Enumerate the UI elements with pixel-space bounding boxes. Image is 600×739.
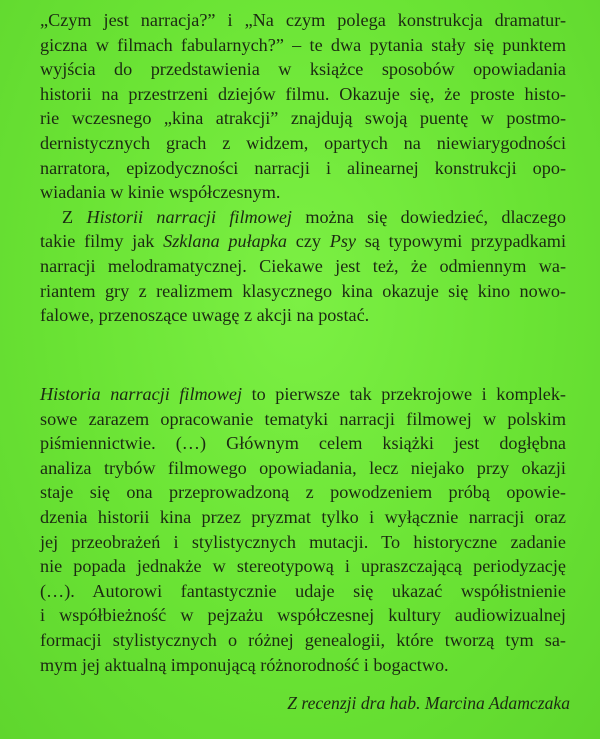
- text-line: analiza trybów filmowego opowiadania, lecz niejako przy okazji: [40, 457, 566, 478]
- text-line: dzenia historii kina przez pryzmat tylko i wyłącznie narracji oraz: [40, 506, 566, 527]
- film-title: Psy: [329, 231, 356, 252]
- paragraph-review: [40, 382, 566, 677]
- text-line: [40, 229, 566, 254]
- text-fragment: można się dowiedzieć, dlaczego: [291, 206, 566, 227]
- text-line: wiadania w kinie współczesnym.: [40, 182, 281, 203]
- text-line: narracji melodramatycznej. Ciekawe jest też, że odmiennym wa-: [40, 255, 566, 276]
- text-line: staje się ona przeprowadzoną z powodzeniem próbą opowie-: [40, 482, 566, 503]
- text-fragment: Z: [62, 206, 87, 227]
- text-line: falowe, przenoszące uwagę z akcji na postać.: [40, 305, 370, 326]
- text-line: i współbieżność w pejzażu współczesnej kultury audiowizualnej: [40, 605, 566, 626]
- paragraph-questions: [40, 8, 566, 205]
- book-title: Historii narracji filmowej: [86, 206, 292, 227]
- intro-section: [40, 8, 566, 328]
- text-fragment: takie filmy jak: [40, 231, 164, 252]
- text-line: wyjścia do przedstawienia w książce sposobów opowiadania: [40, 59, 566, 80]
- text-line: riantem gry z realizmem klasycznego kina okazuje się kino nowo-: [40, 280, 566, 301]
- text-line: [40, 382, 566, 407]
- text-line: piśmiennictwie. (…) Głównym celem książki jest dogłębna: [40, 433, 566, 454]
- book-title: Historia narracji filmowej: [40, 384, 243, 404]
- text-fragment: to pierwsze tak przekrojowe i komplek-: [242, 384, 566, 404]
- text-line: (…). Autorowi fantastycznie udaje się ukazać współistnienie: [40, 580, 566, 601]
- text-line: mym jej aktualną imponującą różnorodność i bogactwo.: [40, 654, 449, 675]
- text-line: giczna w filmach fabularnych?” – te dwa pytania stały się punktem: [40, 34, 566, 55]
- text-line: narratora, epizodyczności narracji i alinearnej konstrukcji opo-: [40, 157, 566, 178]
- text-line: sowe zarazem opracowanie tematyki narracji filmowej w polskim: [40, 408, 566, 429]
- text-line: formacji stylistycznych o różnej genealogii, które tworzą tym sa-: [40, 629, 566, 650]
- text-fragment: czy: [287, 231, 330, 252]
- paragraph-examples: [40, 205, 566, 328]
- text-line: rie wczesnego „kina atrakcji” znajdują swoją puentę w postmo-: [40, 108, 566, 129]
- text-line: [40, 205, 566, 230]
- review-section: [40, 382, 566, 677]
- text-line: historii na przestrzeni dziejów filmu. Okazuje się, że proste histo-: [40, 83, 566, 104]
- film-title: Szklana pułapka: [163, 231, 288, 252]
- text-line: dernistycznych grach z widzem, opartych na niewiarygodności: [40, 132, 566, 153]
- text-line: jej przeobrażeń i stylistycznych mutacji. To historyczne zadanie: [40, 531, 566, 552]
- text-line: „Czym jest narracja?” i „Na czym polega konstrukcja dramatur-: [40, 10, 566, 30]
- text-line: nie popada jednakże w stereotypową i upraszczającą periodyzację: [40, 556, 566, 577]
- text-fragment: są typowymi przypadkami: [355, 231, 566, 252]
- review-signature: Z recenzji dra hab. Marcina Adamczaka: [287, 693, 570, 713]
